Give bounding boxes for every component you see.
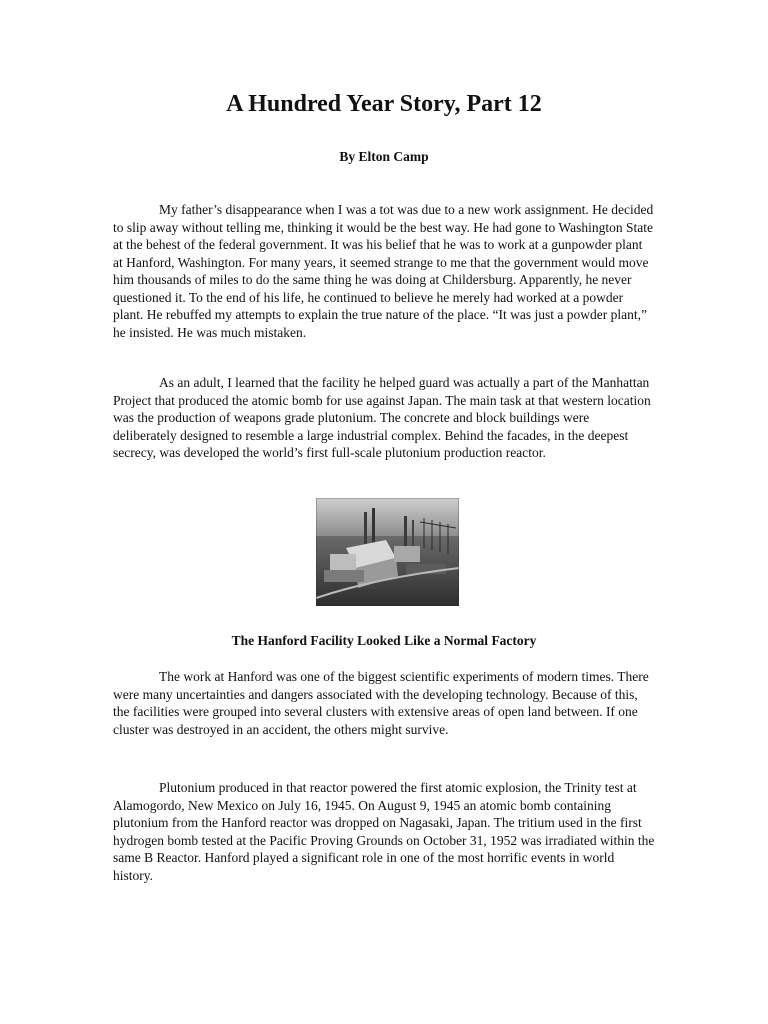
hanford-facility-photo	[316, 498, 459, 606]
author-byline: By Elton Camp	[339, 149, 429, 164]
paragraph-4: Plutonium produced in that reactor powered the first atomic explosion, the Trinity test at Alamogordo, New Mexico on July 16, 1945. On August 9, 1945 an atomic bomb containing plutonium from the Hanford reactor was dropped on Nagasaki, Japan. The tritium used in the first hydrogen bomb tested at the Pacific Proving Grounds on October 31, 1952 was irradiated within the same B Reactor. Hanford played a significant role in one of the most horrific events in world history.	[113, 780, 655, 883]
image-caption: The Hanford Facility Looked Like a Normal Factory	[231, 633, 537, 648]
paragraph-1: My father’s disappearance when I was a tot was due to a new work assignment. He decided to slip away without telling me, thinking it would be the best way. He had gone to Washington State at the behest of the federal government. It was his belief that he was to work at a gunpowder plant at Hanford, Washington. For many years, it seemed strange to me that the government would move him thousands of miles to do the same thing he was doing at Childersburg. Apparently, he never questioned it. To the end of his life, he continued to believe he merely had worked at a powder plant. He rebuffed my attempts to explain the true nature of the place. “It was just a powder plant,” he insisted. He was much mistaken.	[113, 202, 654, 340]
document-title: A Hundred Year Story, Part 12	[226, 91, 542, 117]
paragraph-2: As an adult, I learned that the facility he helped guard was actually a part of the Manhattan Project that produced the atomic bomb for use against Japan. The main task at that western location was the production of weapons grade plutonium. The concrete and block buildings were deliberately designed to resemble a large industrial complex. Behind the facades, in the deepest secrecy, was developed the world’s first full-scale plutonium production reactor.	[113, 375, 651, 460]
paragraph-3: The work at Hanford was one of the biggest scientific experiments of modern times. There were many uncertainties and dangers associated with the developing technology. Because of this, the facilities were grouped into several clusters with extensive areas of open land between. If one cluster was destroyed in an accident, the others might survive.	[113, 669, 649, 737]
